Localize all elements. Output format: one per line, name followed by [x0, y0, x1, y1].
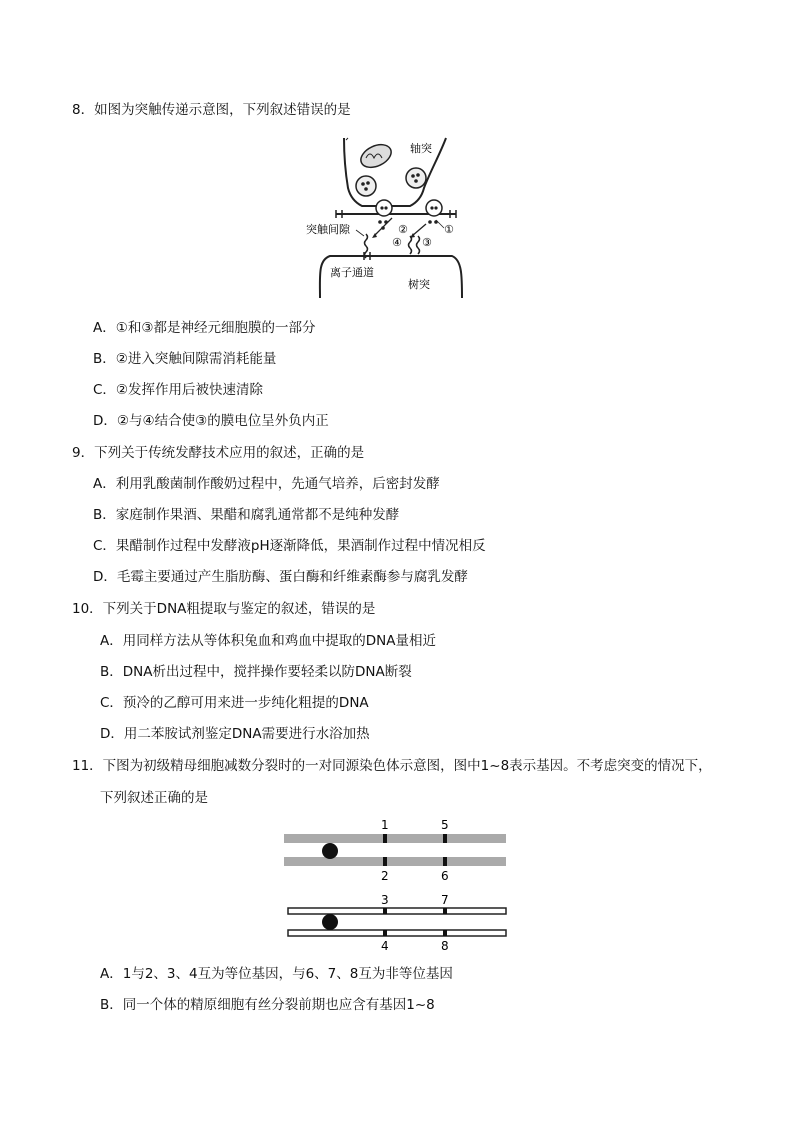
q9-option-d: D．毛霉主要通过产生脂肪酶、蛋白酶和纤维素酶参与腐乳发酵 [93, 569, 468, 585]
question-11-stem-line1: 11．下图为初级精母细胞减数分裂时的一对同源染色体示意图，图中1~8表示基因。不考虑突变的情况下， [72, 758, 712, 774]
label-cleft: 突触间隙 [306, 223, 350, 236]
question-11-stem-line2: 下列叙述正确的是 [100, 790, 208, 806]
q8-option-b: B．②进入突触间隙需消耗能量 [93, 351, 277, 367]
q10-option-a: A．用同样方法从等体积兔血和鸡血中提取的DNA量相近 [100, 633, 436, 649]
q11-option-b: B．同一个体的精原细胞有丝分裂前期也应含有基因1~8 [100, 997, 435, 1013]
gene-8: 8 [441, 939, 449, 953]
label-axon: 轴突 [410, 142, 432, 155]
label-1: ① [444, 223, 454, 236]
q9-option-b: B．家庭制作果酒、果醋和腐乳通常都不是纯种发酵 [93, 507, 400, 523]
q9-option-c: C．果醋制作过程中发酵液pH逐渐降低，果酒制作过程中情况相反 [93, 538, 486, 554]
q10-option-d: D．用二苯胺试剂鉴定DNA需要进行水浴加热 [100, 726, 370, 742]
label-4: ④ [392, 236, 402, 249]
gene-4: 4 [381, 939, 389, 953]
label-channel: 离子通道 [330, 266, 374, 279]
q10-option-b: B．DNA析出过程中，搅拌操作要轻柔以防DNA断裂 [100, 664, 412, 680]
question-9-stem: 9．下列关于传统发酵技术应用的叙述，正确的是 [72, 445, 365, 461]
synapse-diagram [306, 136, 466, 298]
gene-2: 2 [381, 869, 389, 883]
gene-3: 3 [381, 893, 389, 907]
gene-5: 5 [441, 818, 449, 832]
question-10-stem: 10．下列关于DNA粗提取与鉴定的叙述，错误的是 [72, 601, 376, 617]
q9-option-a: A．利用乳酸菌制作酸奶过程中，先通气培养，后密封发酵 [93, 476, 440, 492]
gene-7: 7 [441, 893, 449, 907]
q8-option-c: C．②发挥作用后被快速清除 [93, 382, 264, 398]
q10-option-c: C．预冷的乙醇可用来进一步纯化粗提的DNA [100, 695, 369, 711]
gene-6: 6 [441, 869, 449, 883]
q11-option-a: A．1与2、3、4互为等位基因，与6、7、8互为非等位基因 [100, 966, 453, 982]
label-2: ② [398, 223, 408, 236]
gene-1: 1 [381, 818, 389, 832]
chromosome-diagram [270, 812, 510, 958]
q8-option-d: D．②与④结合使③的膜电位呈外负内正 [93, 413, 329, 429]
q8-option-a: A．①和③都是神经元细胞膜的一部分 [93, 320, 316, 336]
label-3: ③ [422, 236, 432, 249]
label-dendrite: 树突 [408, 278, 430, 291]
question-8-stem: 8．如图为突触传递示意图，下列叙述错误的是 [72, 102, 351, 118]
